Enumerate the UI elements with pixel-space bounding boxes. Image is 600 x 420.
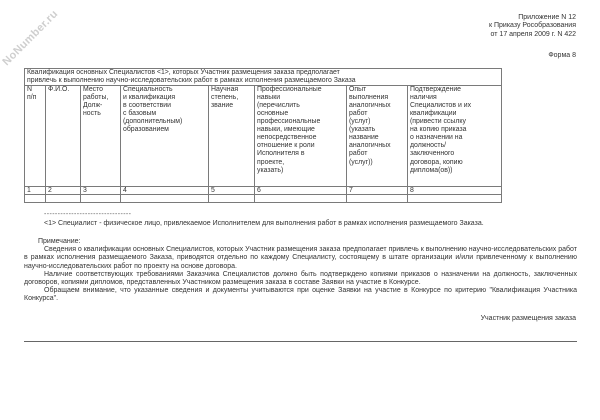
column-number: 7	[347, 187, 408, 195]
note-paragraph: Обращаем внимание, что указанные сведения и документы учитываются при оценке Заявки на участие в Конкурсе по критерию "Квалификация Участника Конкурса".	[24, 287, 577, 303]
signature-line	[24, 341, 577, 342]
table-cell	[347, 195, 408, 203]
watermark: NoNumber.ru	[0, 7, 61, 69]
column-header-confirmation: Подтверждение наличия Специалистов и их квалификации (привести ссылку на копию приказа о назначении на должность/ заключенного договора, копию диплома(ов))	[408, 86, 502, 187]
table-header-row	[25, 86, 502, 187]
table-cell	[255, 195, 347, 203]
note-paragraph: Наличие соответствующих требованиями Заказчика Специалистов должно быть подтверждено копиями приказов о назначении на должность, заключенных договоров, копиями дипломов, представленных Участником размещения заказа в составе Заявки на участие в Конкурсе.	[24, 270, 577, 287]
column-number: 8	[408, 187, 502, 195]
table-cell	[408, 195, 502, 203]
column-header-experience: Опыт выполнения аналогичных работ (услуг) (указать название аналогичных работ (услуг))	[347, 86, 408, 187]
column-number: 4	[121, 187, 209, 195]
note-title: Примечание:	[38, 238, 81, 245]
table-cell	[46, 195, 81, 203]
column-number-row	[25, 187, 502, 195]
column-number: 1	[25, 187, 46, 195]
note-paragraph: Сведения о квалификации основных Специалистов, которых Участник размещения заказа предполагает привлечь к выполнению научно-исследовательских работ в рамках исполнения размещаемого Заказа, приводятся отдельно по каждому Специалисту, состоящему в штате организации и/или привлеченному к выполнению научно-исследовательских работ по проекту на основе договора.	[24, 246, 577, 270]
table-cell	[81, 195, 121, 203]
column-number: 3	[81, 187, 121, 195]
table-row	[25, 195, 502, 203]
table-cell	[121, 195, 209, 203]
column-header-skills: Профессиональные навыки (перечислить основные профессиональные навыки, имеющие непосредственное отношение к роли Исполнителя в проекте, указать)	[255, 86, 347, 187]
signature-label: Участник размещения заказа	[480, 315, 576, 322]
table-cell	[25, 195, 46, 203]
form-number: Форма 8	[548, 52, 576, 59]
column-header-workplace: Место работы, Долж- ность	[81, 86, 121, 187]
column-header-name: Ф.И.О.	[46, 86, 81, 187]
specialists-table	[24, 68, 502, 203]
document-header	[489, 14, 576, 39]
column-number: 2	[46, 187, 81, 195]
table-caption: Квалификация основных Специалистов <1>, которых Участник размещения заказа предполагает привлечь к выполнению научно-исследовательских работ в рамках исполнения размещаемого Заказа	[25, 69, 502, 86]
order-date-line: от 17 апреля 2009 г. N 422	[490, 30, 576, 38]
appendix-line: Приложение N 12	[518, 14, 576, 21]
footnote-separator: --------------------------------	[44, 211, 132, 218]
column-number: 6	[255, 187, 347, 195]
footnote-text: <1> Специалист - физическое лицо, привлекаемое Исполнителем для выполнения работ в рамках исполнения размещаемого Заказа.	[44, 220, 484, 227]
order-line: к Приказу Рособразования	[488, 22, 576, 30]
column-header-specialty: Специальность и квалификация в соответствии с базовым (дополнительным) образованием	[121, 86, 209, 187]
column-header-degree: Научная степень, звание	[209, 86, 255, 187]
table-cell	[209, 195, 255, 203]
column-header-number: N п/п	[25, 86, 46, 187]
column-number: 5	[209, 187, 255, 195]
note-section	[24, 238, 577, 304]
